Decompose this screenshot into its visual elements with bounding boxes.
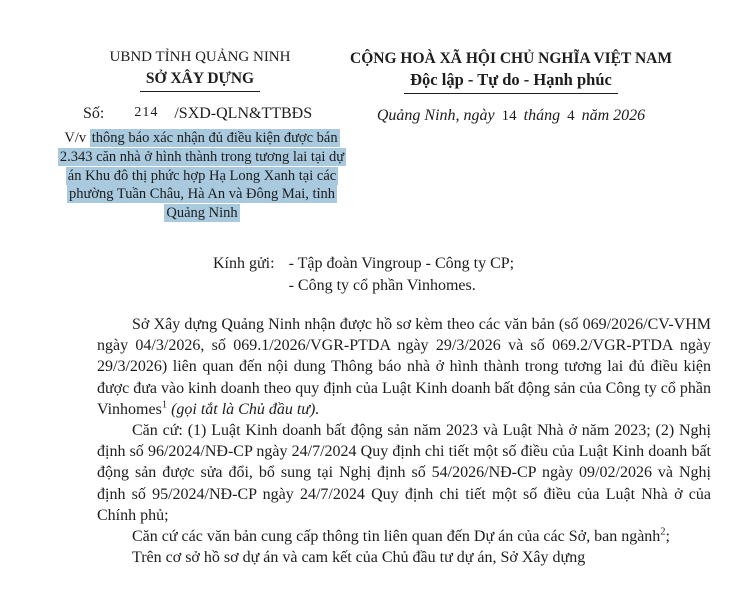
parent-agency-name: UBND TỈNH QUẢNG NINH (109, 49, 291, 65)
place-date-line (336, 107, 686, 125)
paragraph-conclusion: Trên cơ sở hồ sơ dự án và cam kết của Chủ đầu tư dự án, Sở Xây dựng (132, 549, 586, 567)
national-motto-line2 (336, 70, 686, 94)
body-text-block (97, 314, 711, 568)
national-motto-underlined: Độc lập - Tự do - Hạnh phúc (404, 70, 618, 94)
recipients-list (289, 253, 515, 297)
document-number-label: Số: (83, 105, 105, 122)
date-day: 14 (501, 108, 517, 124)
issuing-agency-block (60, 48, 340, 124)
document-number-value: 214 (134, 105, 159, 120)
recipient-item: - Tập đoàn Vingroup - Công ty CP; (288, 255, 515, 272)
paragraph-intro (97, 314, 711, 420)
paragraph-intro-text: Sở Xây dựng Quảng Ninh nhận được hồ sơ kèm theo các văn bản (số 069/2026/CV-VHM ngày 04/3/2026, số 069.1/2026/VGR-PTDA ngày 29/3/2026 và số 069.2/VGR-PTDA ngày 29/3/2026) liên quan đến nội dung Thông báo nhà ở hình thành trong tương lai đủ điều kiện được đưa vào kinh doanh theo quy định của Luật Kinh doanh bất động sản của Công ty cổ phần Vinhomes (97, 316, 711, 418)
date-year: năm 2026 (581, 107, 646, 124)
agency-name: SỞ XÂY DỰNG (140, 69, 260, 92)
recipient-item: - Công ty cổ phần Vinhomes. (288, 277, 476, 294)
paragraph-info-basis-tail: ; (665, 528, 670, 546)
footnote-marker-2: 2 (660, 526, 666, 538)
date-month-word: tháng (523, 107, 561, 124)
national-motto-line1: CỘNG HOÀ XÃ HỘI CHỦ NGHĨA VIỆT NAM (350, 50, 672, 67)
document-number-suffix: /SXD-QLN&TTBĐS (174, 105, 313, 122)
subject-prefix: V/v (64, 130, 90, 146)
subject-highlighted-text: thông báo xác nhận đủ điều kiện được bán 2.343 căn nhà ở hình thành trong tương lai tại dự án Khu đô thị phức hợp Hạ Long Xanh tại các phường Tuần Châu, Hà An và Đông Mai, tỉnh Quảng Ninh (59, 130, 345, 222)
paragraph-info-basis (97, 526, 711, 547)
agency-name-line (60, 69, 340, 92)
footnote-marker-1: 1 (161, 399, 168, 411)
recipients-block (213, 253, 514, 297)
date-place: Quảng Ninh, ngày (376, 107, 495, 124)
paragraph-legal-basis: Căn cứ: (1) Luật Kinh doanh bất động sản năm 2023 và Luật Nhà ở năm 2023; (2) Nghị định số 96/2024/NĐ-CP ngày 24/7/2024 Quy định chi tiết một số điều của Luật Kinh doanh bất động sản được sửa đổi, bổ sung tại Nghị định số 54/2026/NĐ-CP ngày 09/02/2026 và Nghị định số 95/2024/NĐ-CP ngày 24/7/2024 Quy định chi tiết một số điều của Luật Nhà ở của Chính phủ; (97, 422, 711, 524)
subject-block (56, 129, 348, 223)
document-number-line (60, 104, 340, 124)
paragraph-intro-italic: (gọi tắt là Chủ đầu tư). (167, 400, 320, 418)
national-header-block (336, 49, 686, 125)
paragraph-info-basis-text: Căn cứ các văn bản cung cấp thông tin liên quan đến Dự án của các Sở, ban ngành (132, 528, 661, 546)
recipients-label: Kính gửi: (213, 255, 275, 272)
date-month: 4 (567, 108, 575, 124)
